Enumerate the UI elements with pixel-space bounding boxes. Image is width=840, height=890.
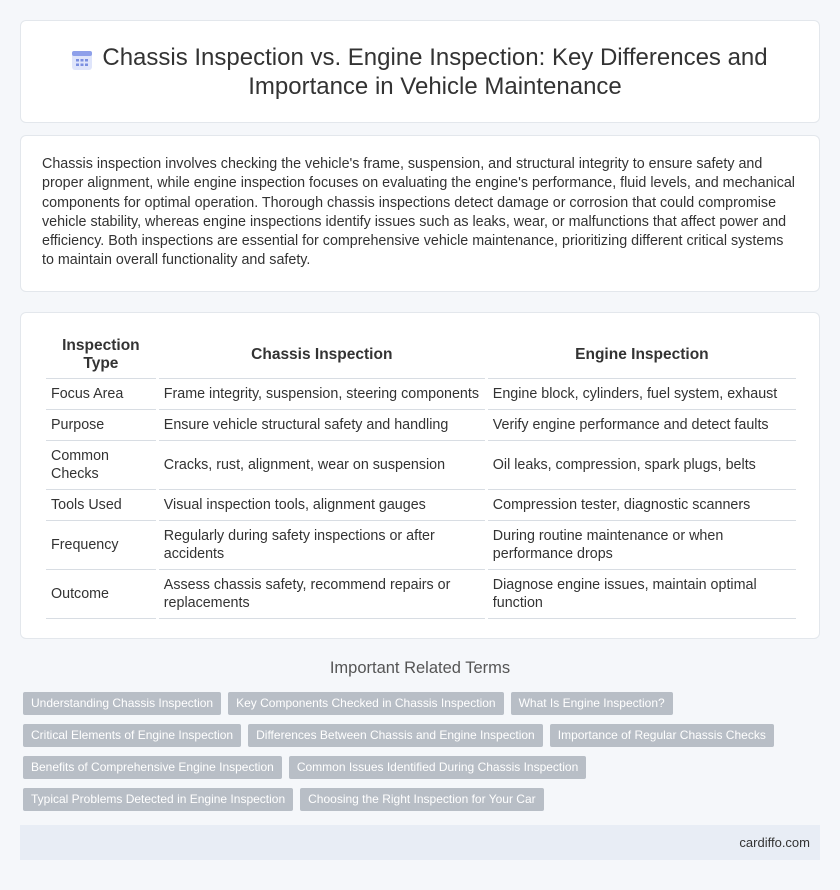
page-title: Chassis Inspection vs. Engine Inspection: Key Differences and Importance in Vehicle Maintenance bbox=[102, 44, 768, 100]
header-chassis-inspection: Chassis Inspection bbox=[159, 334, 485, 379]
related-tag-critical-elements-engine[interactable]: Critical Elements of Engine Inspection bbox=[23, 724, 241, 747]
engine-cell: During routine maintenance or when performance drops bbox=[488, 521, 796, 570]
related-tag-understanding-chassis-inspection[interactable]: Understanding Chassis Inspection bbox=[23, 692, 221, 715]
row-label: Outcome bbox=[46, 570, 156, 619]
engine-cell: Oil leaks, compression, spark plugs, belts bbox=[488, 441, 796, 490]
table-row bbox=[46, 490, 796, 521]
row-label: Focus Area bbox=[46, 379, 156, 410]
comparison-table bbox=[43, 334, 799, 619]
related-tag-common-issues-chassis[interactable]: Common Issues Identified During Chassis Inspection bbox=[289, 756, 586, 779]
related-tag-key-components-chassis[interactable]: Key Components Checked in Chassis Inspection bbox=[228, 692, 503, 715]
related-terms-list bbox=[23, 692, 813, 820]
table-row bbox=[46, 410, 796, 441]
chassis-cell: Assess chassis safety, recommend repairs or replacements bbox=[159, 570, 485, 619]
related-tag-what-is-engine-inspection[interactable]: What Is Engine Inspection? bbox=[511, 692, 673, 715]
footer-site-link[interactable]: cardiffo.com bbox=[739, 835, 810, 850]
related-tag-typical-problems-engine[interactable]: Typical Problems Detected in Engine Inspection bbox=[23, 788, 293, 811]
header-card bbox=[20, 20, 820, 123]
related-tag-differences-chassis-engine[interactable]: Differences Between Chassis and Engine Inspection bbox=[248, 724, 543, 747]
related-tag-choosing-right-inspection[interactable]: Choosing the Right Inspection for Your Car bbox=[300, 788, 543, 811]
table-row bbox=[46, 379, 796, 410]
chassis-cell: Ensure vehicle structural safety and handling bbox=[159, 410, 485, 441]
chassis-cell: Frame integrity, suspension, steering components bbox=[159, 379, 485, 410]
row-label: Tools Used bbox=[46, 490, 156, 521]
table-row bbox=[46, 521, 796, 570]
engine-cell: Verify engine performance and detect faults bbox=[488, 410, 796, 441]
row-label: Frequency bbox=[46, 521, 156, 570]
engine-cell: Compression tester, diagnostic scanners bbox=[488, 490, 796, 521]
footer bbox=[20, 825, 820, 860]
intro-card bbox=[20, 135, 820, 292]
row-label: Common Checks bbox=[46, 441, 156, 490]
row-label: Purpose bbox=[46, 410, 156, 441]
chassis-cell: Regularly during safety inspections or after accidents bbox=[159, 521, 485, 570]
engine-cell: Diagnose engine issues, maintain optimal function bbox=[488, 570, 796, 619]
table-row bbox=[46, 441, 796, 490]
chassis-cell: Visual inspection tools, alignment gauges bbox=[159, 490, 485, 521]
related-terms-title: Important Related Terms bbox=[329, 659, 511, 677]
chassis-cell: Cracks, rust, alignment, wear on suspension bbox=[159, 441, 485, 490]
table-row bbox=[46, 570, 796, 619]
header-engine-inspection: Engine Inspection bbox=[488, 334, 796, 379]
engine-cell: Engine block, cylinders, fuel system, exhaust bbox=[488, 379, 796, 410]
related-tag-importance-chassis-checks[interactable]: Importance of Regular Chassis Checks bbox=[550, 724, 774, 747]
related-tag-benefits-engine-inspection[interactable]: Benefits of Comprehensive Engine Inspection bbox=[23, 756, 282, 779]
comparison-table-card bbox=[20, 312, 820, 639]
table-header-row bbox=[46, 334, 796, 379]
intro-paragraph: Chassis inspection involves checking the vehicle's frame, suspension, and structural integrity to ensure safety and proper alignment, while engine inspection focuses on evaluating the engine's performance, fluid levels, and mechanical components for optimal operation. Thorough chassis inspections detect damage or corrosion that could compromise vehicle stability, whereas engine inspections identify issues such as leaks, wear, or malfunctions that affect power and efficiency. Both inspections are essential for comprehensive vehicle maintenance, prioritizing different critical systems to maintain overall functionality and safety. bbox=[42, 156, 795, 269]
header-inspection-type: Inspection Type bbox=[46, 334, 156, 379]
